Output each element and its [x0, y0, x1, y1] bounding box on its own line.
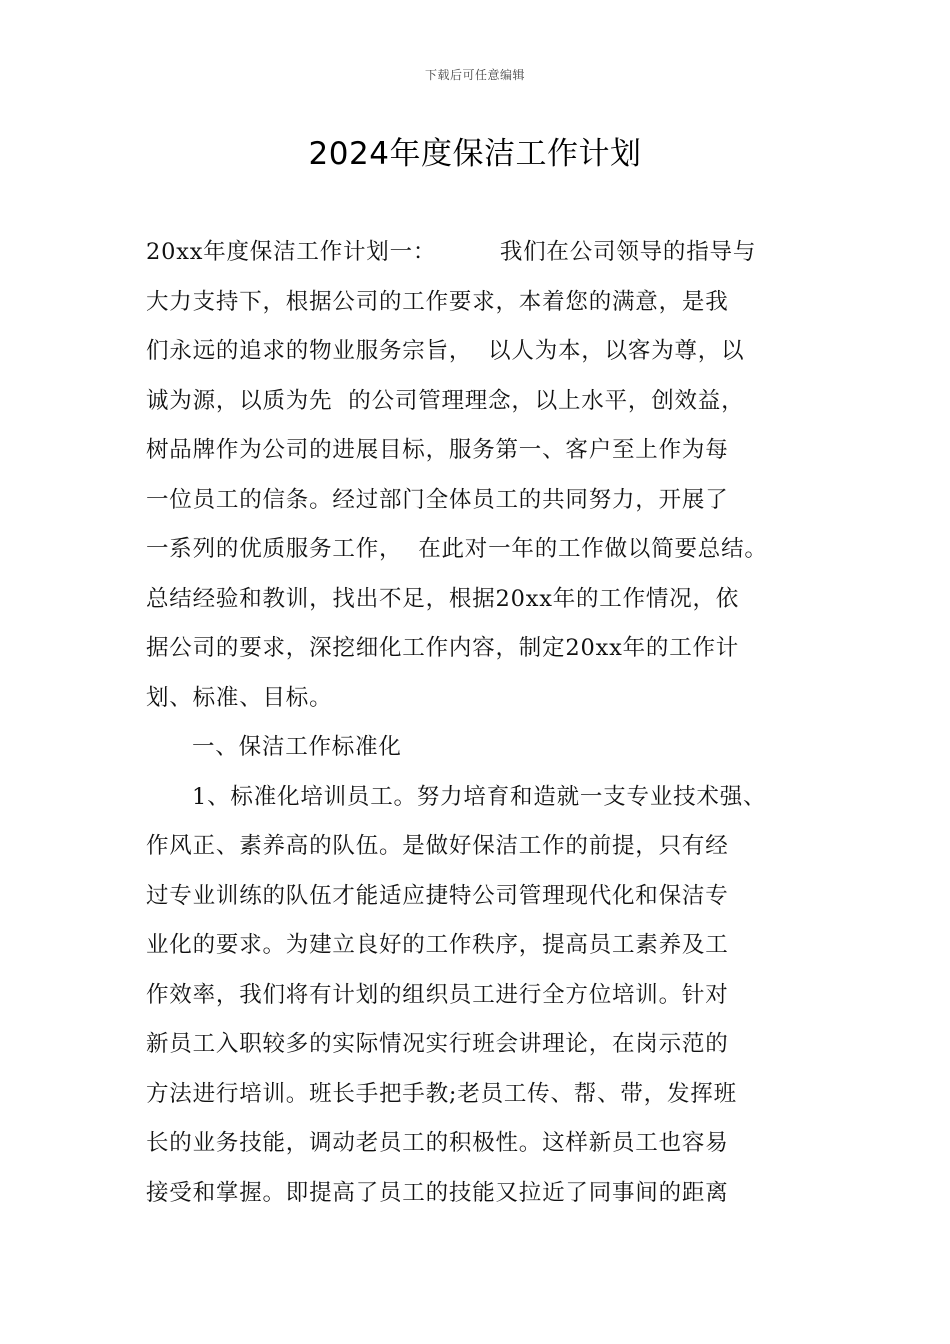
- body-line: 1、标准化培训员工。努力培育和造就一支专业技术强、: [192, 783, 767, 810]
- body-line: 长的业务技能，调动老员工的积极性。这样新员工也容易: [146, 1130, 729, 1156]
- section-heading: 一、保洁工作标准化: [192, 734, 402, 760]
- body-line: 方法进行培训。班长手把手教;老员工传、帮、带，发挥班: [146, 1080, 737, 1107]
- body-line: 过专业训练的队伍才能适应捷特公司管理现代化和保洁专: [146, 882, 729, 909]
- document-title: 2024年度保洁工作计划: [308, 136, 642, 172]
- body-line: 总结经验和教训，找出不足，根据20xx年的工作情况，依: [146, 585, 740, 612]
- header-note: 下载后可任意编辑: [424, 68, 525, 82]
- body-line: 新员工入职较多的实际情况实行班会讲理论，在岗示范的: [146, 1031, 729, 1057]
- body-line: 作效率，我们将有计划的组织员工进行全方位培训。针对: [146, 981, 729, 1008]
- body-line: 一系列的优质服务工作， 在此对一年的工作做以简要总结。: [146, 536, 768, 562]
- body-line: 作风正、素养高的队伍。是做好保洁工作的前提，只有经: [146, 833, 729, 859]
- body-line: 们永远的追求的物业服务宗旨， 以人为本，以客为尊，以: [146, 338, 745, 364]
- body-line: 树品牌作为公司的进展目标，服务第一、客户至上作为每: [146, 437, 729, 463]
- body-line: 据公司的要求，深挖细化工作内容，制定20xx年的工作计: [146, 635, 740, 661]
- body-line: 一位员工的信条。经过部门全体员工的共同努力，开展了: [146, 486, 729, 513]
- body-line: 划、标准、目标。: [146, 684, 333, 711]
- document-body: [146, 228, 816, 1218]
- body-line: 诚为源，以质为先 的公司管理理念，以上水平，创效益，: [146, 387, 745, 414]
- body-line: 大力支持下，根据公司的工作要求，本着您的满意，是我: [146, 288, 729, 315]
- body-line: 20xx年度保洁工作计划一： 我们在公司领导的指导与: [146, 239, 757, 265]
- body-line: 接受和掌握。即提高了员工的技能又拉近了同事间的距离: [146, 1179, 729, 1206]
- body-line: 业化的要求。为建立良好的工作秩序，提高员工素养及工: [146, 932, 729, 958]
